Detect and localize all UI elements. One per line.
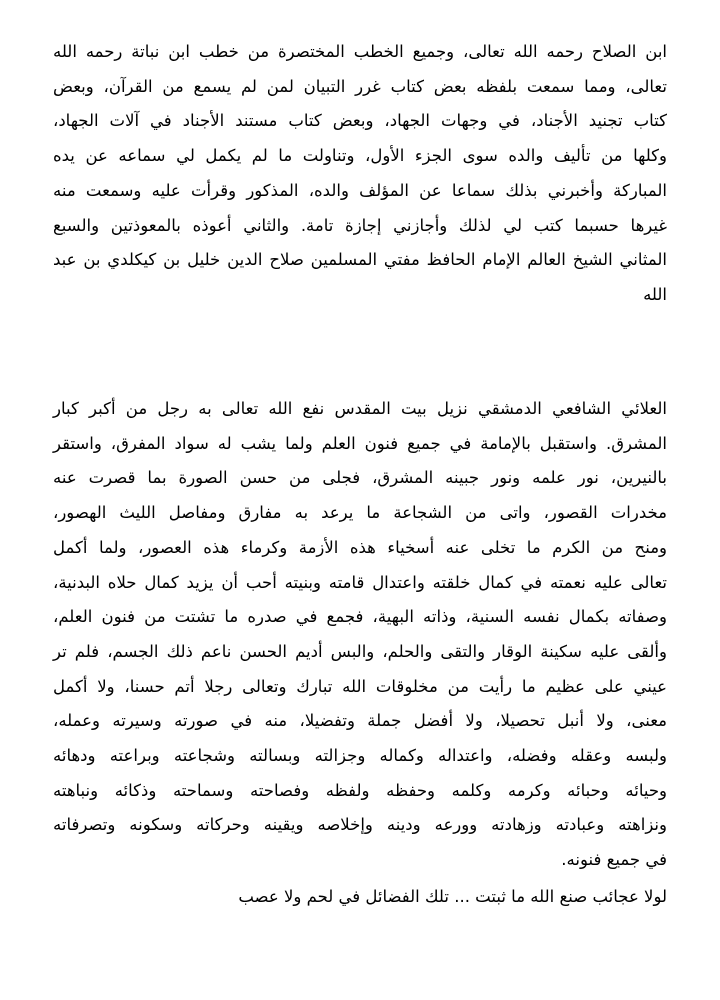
paragraph-line: وحيائه وحبائه وكرمه وكلمه وحفظه ولفظه وفصاحته وسماحته وذكائه ونباهته: [53, 780, 667, 800]
paragraph-line: المشرق. واستقبل بالإمامة في جميع فنون العلم ولما يشب له سواد المفرق، واستقر: [53, 433, 667, 453]
poetry-verse: لولا عجائب صنع الله ما ثبتت ... تلك الفضائل في لحم ولا عصب: [238, 886, 667, 906]
paragraph-line: ولبسه وعقله وفضله، واعتداله وكماله وجزالته وبسالته وشجاعته وبراعته ودهائه: [53, 746, 667, 766]
paragraph-1: [53, 35, 667, 382]
paragraph-line: تعالى عليه نعمته في كمال خلقته واعتدال قامته وبنيته أحب أن يزيد كمال حلاه البدنية،: [53, 572, 667, 592]
paragraph-line: في جميع فنونه.: [561, 850, 667, 870]
paragraph-line: العلائي الشافعي الدمشقي نزيل بيت المقدس نفع الله تعالى به رجل من أكبر كبار: [53, 399, 667, 418]
paragraph-line: مخدرات القصور، واتى من الشجاعة ما يرعد به مفارق ومفاصل الليث الهصور،: [53, 503, 667, 523]
paragraph-line: وصفاته بكمال نفسه السنية، وذاته البهية، فجمع في صدره ما تشتت من فنون العلم،: [53, 607, 667, 627]
paragraph-line: تعالى، ومما سمعت بلفظه بعض كتاب غرر التبيان لمن لم يسمع من القرآن، وبعض: [53, 76, 667, 96]
paragraph-line: معنى، ولا أنبل تحصيلا، ولا أفضل جملة وتفضيلا، منه في صورته وسيرته وعمله،: [53, 711, 667, 731]
paragraph-2: [53, 392, 667, 878]
paragraph-line: غيرها حسبما كتب لي لذلك وأجازني إجازة تامة. والثاني أعوذه بالمعوذتين والسبع: [53, 215, 667, 235]
paragraph-line: وكلها من تأليف والده سوى الجزء الأول، وتناولت ما لم يكمل لي سماعه عن يده: [53, 146, 667, 166]
paragraph-line: ونزاهته وعبادته وزهادته وورعه ودينه وإخلاصه ويقينه وحركاته وسكونه وتصرفاته: [53, 815, 667, 835]
paragraph-line: المباركة وأخبرني بذلك سماعا عن المؤلف والده، المذكور وقرأت عليه وسمعت منه: [53, 180, 667, 200]
paragraph-line: كتاب تجنيد الأجناد، في وجهات الجهاد، وبعض كتاب مستند الأجناد في آلات الجهاد،: [53, 111, 667, 131]
paragraph-line: المثاني الشيخ العالم الإمام الحافظ مفتي المسلمين صلاح الدين خليل بن كيكلدي بن عبد: [53, 250, 667, 270]
paragraph-line: بالنيرين، نور علمه ونور جبينه المشرق، فجلى من حسن الصورة بما قصرت عنه: [53, 468, 667, 488]
paragraph-line: عيني على عظيم ما رأيت من مخلوقات الله تبارك وتعالى رجلا أتم حسنا، ولا أكمل: [53, 676, 667, 696]
paragraph-line: وألقى عليه سكينة الوقار والتقى والحلم، والبس أديم الحسن ناعم ذلك الجسم، فلم تر: [53, 641, 667, 661]
paragraph-line: ابن الصلاح رحمه الله تعالى، وجميع الخطب المختصرة من خطب ابن نباتة رحمه الله: [53, 42, 667, 61]
paragraph-line: ومنح من الكرم ما تخلى عنه أسخياء هذه الأزمة وكرماء هذه العصور، ولما أكمل: [53, 537, 667, 557]
paragraph-line: الله: [643, 284, 667, 304]
